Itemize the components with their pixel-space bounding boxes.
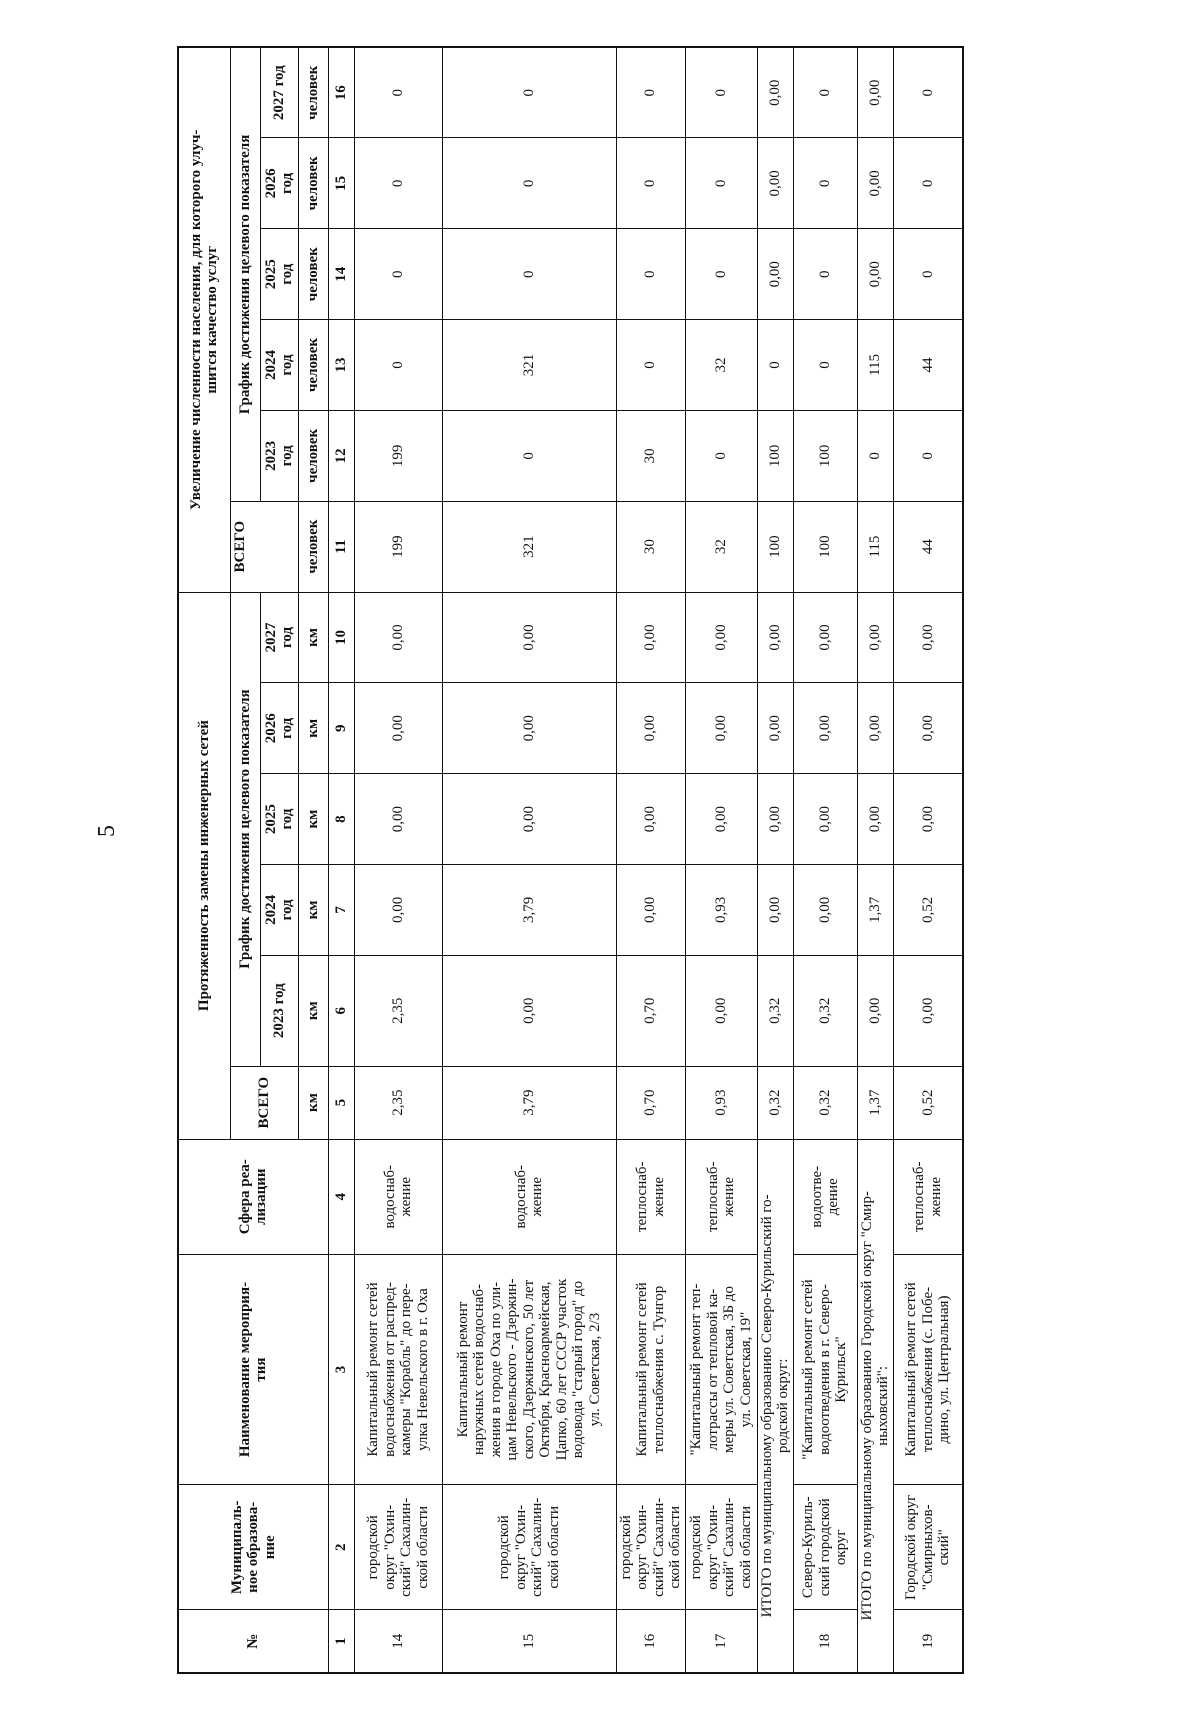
- subtotal-label: ИТОГО по муниципальному образованию Городской округ "Смир- ныховский":: [857, 1139, 893, 1673]
- population-cell: 115: [857, 320, 893, 411]
- population-cell: 30: [616, 501, 685, 592]
- header-length-year: 2027 год: [260, 592, 298, 683]
- header-municipality: Муниципаль- ное образова- ние: [178, 1485, 328, 1610]
- length-km-cell: 0,00: [685, 955, 757, 1066]
- header-length-year: 2026 год: [260, 683, 298, 774]
- population-cell: 0: [616, 320, 685, 411]
- sphere-cell: теплоснаб- жение: [685, 1139, 757, 1254]
- population-cell: 0: [354, 138, 442, 229]
- length-km-cell: 0,00: [685, 683, 757, 774]
- unit-people: человек: [298, 47, 328, 138]
- column-number-cell: 7: [328, 865, 354, 956]
- unit-km: км: [298, 865, 328, 956]
- column-number-cell: 4: [328, 1139, 354, 1254]
- length-km-cell: 1,37: [857, 1066, 893, 1139]
- unit-km: км: [298, 592, 328, 683]
- population-cell: 0: [793, 229, 857, 320]
- population-cell: 0: [442, 47, 616, 138]
- column-number-cell: 1: [328, 1610, 354, 1673]
- column-number-cell: 5: [328, 1066, 354, 1139]
- population-cell: 0: [354, 229, 442, 320]
- sphere-cell: теплоснаб- жение: [616, 1139, 685, 1254]
- header-population-year: 2025 год: [260, 229, 298, 320]
- length-km-cell: 0,00: [442, 955, 616, 1066]
- population-cell: 321: [442, 320, 616, 411]
- header-population-year: 2023 год: [260, 410, 298, 501]
- population-cell: 0: [354, 47, 442, 138]
- length-km-cell: 0,00: [685, 592, 757, 683]
- header-population-schedule: График достижения целевого показателя: [230, 47, 260, 501]
- length-km-cell: 2,35: [354, 1066, 442, 1139]
- population-cell: 0,00: [857, 47, 893, 138]
- event-name-cell: "Капитальный ремонт сетей водоотведения в г. Северо- Курильск": [793, 1254, 857, 1484]
- population-cell: 0: [893, 138, 963, 229]
- unit-people: человек: [298, 501, 328, 592]
- header-sphere: Сфера реа- лизации: [178, 1139, 328, 1254]
- engineering-networks-table: [177, 46, 964, 1674]
- column-number-cell: 10: [328, 592, 354, 683]
- header-event-name: Наименование мероприя- тия: [178, 1254, 328, 1484]
- population-cell: 0: [685, 138, 757, 229]
- length-km-cell: 0,00: [354, 592, 442, 683]
- column-number-cell: 13: [328, 320, 354, 411]
- length-km-cell: 0,00: [354, 774, 442, 865]
- length-km-cell: 0,00: [616, 774, 685, 865]
- length-km-cell: 0,70: [616, 1066, 685, 1139]
- population-cell: 32: [685, 320, 757, 411]
- municipality-cell: Северо-Куриль- ский городской округ: [793, 1485, 857, 1610]
- header-population-total: ВСЕГО: [230, 501, 298, 592]
- unit-people: человек: [298, 138, 328, 229]
- table-row: [893, 47, 963, 1673]
- sphere-cell: водоснаб- жение: [354, 1139, 442, 1254]
- length-km-cell: 0,00: [442, 592, 616, 683]
- header-length-total: ВСЕГО: [230, 1066, 298, 1139]
- length-km-cell: 0,00: [757, 683, 793, 774]
- sphere-cell: теплоснаб- жение: [893, 1139, 963, 1254]
- event-name-cell: "Капитальный ремонт теп- лотрассы от тепловой ка- меры ул. Советская, 3Б до ул. Советская, 19": [685, 1254, 757, 1484]
- column-number-cell: 6: [328, 955, 354, 1066]
- population-cell: 0,00: [857, 138, 893, 229]
- subtotal-row: [857, 47, 893, 1673]
- length-km-cell: 0,00: [793, 865, 857, 956]
- population-cell: 0: [685, 410, 757, 501]
- population-cell: 0: [757, 320, 793, 411]
- population-cell: 0: [685, 47, 757, 138]
- population-cell: 100: [793, 410, 857, 501]
- municipality-cell: городской округ "Охин- ский" Сахалин- ской области: [442, 1485, 616, 1610]
- header-length-group: Протяженность замены инженерных сетей: [178, 592, 230, 1139]
- unit-people: человек: [298, 410, 328, 501]
- length-km-cell: 3,79: [442, 865, 616, 956]
- population-cell: 0: [616, 229, 685, 320]
- length-km-cell: 0,00: [857, 592, 893, 683]
- length-km-cell: 0,00: [893, 592, 963, 683]
- event-name-cell: Капитальный ремонт сетей теплоснабжения с. Тунгор: [616, 1254, 685, 1484]
- subtotal-row: [757, 47, 793, 1673]
- unit-km: км: [298, 683, 328, 774]
- population-cell: 0: [893, 410, 963, 501]
- column-number-cell: 9: [328, 683, 354, 774]
- municipality-cell: городской округ "Охин- ский" Сахалин- ской области: [354, 1485, 442, 1610]
- population-cell: 0,00: [757, 47, 793, 138]
- row-number-cell: 18: [793, 1610, 857, 1673]
- table-row: [354, 47, 442, 1673]
- length-km-cell: 0,00: [616, 865, 685, 956]
- population-cell: 32: [685, 501, 757, 592]
- length-km-cell: 0,00: [793, 683, 857, 774]
- header-no: №: [178, 1610, 328, 1673]
- municipality-cell: городской округ "Охин- ский" Сахалин- ской области: [616, 1485, 685, 1610]
- population-cell: 199: [354, 410, 442, 501]
- length-km-cell: 0,93: [685, 865, 757, 956]
- header-population-year: 2024 год: [260, 320, 298, 411]
- length-km-cell: 0,00: [793, 774, 857, 865]
- row-number-cell: 16: [616, 1610, 685, 1673]
- length-km-cell: 0,00: [354, 683, 442, 774]
- event-name-cell: Капитальный ремонт наружных сетей водоснаб- жения в городе Оха по ули- цам Невельского - Дзержин- ского, Дзержинского, 50 лет Октября, Красноармейская, Цапко, 60 лет СССР участок водовода "старый город" до ул. Советская, 2/3: [442, 1254, 616, 1484]
- length-km-cell: 0,32: [757, 955, 793, 1066]
- length-km-cell: 0,00: [893, 683, 963, 774]
- population-cell: 44: [893, 501, 963, 592]
- unit-km: км: [298, 1066, 328, 1139]
- row-number-cell: 15: [442, 1610, 616, 1673]
- length-km-cell: 0,00: [442, 683, 616, 774]
- length-km-cell: 0,00: [857, 683, 893, 774]
- header-population-year: 2027 год: [260, 47, 298, 138]
- column-number-row: [328, 47, 354, 1673]
- length-km-cell: 0,00: [857, 955, 893, 1066]
- length-km-cell: 0,00: [442, 774, 616, 865]
- population-cell: 0: [893, 229, 963, 320]
- page-number: 5: [94, 825, 120, 837]
- length-km-cell: 0,00: [893, 774, 963, 865]
- population-cell: 0,00: [757, 229, 793, 320]
- population-cell: 0: [793, 47, 857, 138]
- population-cell: 100: [757, 501, 793, 592]
- subtotal-label: ИТОГО по муниципальному образованию Северо-Курильский го- родской округ:: [757, 1139, 793, 1673]
- table-row: [685, 47, 757, 1673]
- population-cell: 100: [757, 410, 793, 501]
- population-cell: 0,00: [857, 229, 893, 320]
- length-km-cell: 3,79: [442, 1066, 616, 1139]
- header-population-group: Увеличение численности населения, для которого улуч- шится качество услуг: [178, 47, 230, 592]
- column-number-cell: 15: [328, 138, 354, 229]
- length-km-cell: 0,00: [354, 865, 442, 956]
- population-cell: 0,00: [757, 138, 793, 229]
- header-length-schedule: График достижения целевого показателя: [230, 592, 260, 1066]
- population-cell: 321: [442, 501, 616, 592]
- population-cell: 30: [616, 410, 685, 501]
- header-length-year: 2024 год: [260, 865, 298, 956]
- column-number-cell: 11: [328, 501, 354, 592]
- sphere-cell: водоснаб- жение: [442, 1139, 616, 1254]
- population-cell: 0: [442, 138, 616, 229]
- population-cell: 115: [857, 501, 893, 592]
- length-km-cell: 0,32: [793, 955, 857, 1066]
- population-cell: 0: [354, 320, 442, 411]
- length-km-cell: 0,00: [893, 955, 963, 1066]
- population-cell: 0: [685, 229, 757, 320]
- length-km-cell: 0,00: [757, 865, 793, 956]
- column-number-cell: 12: [328, 410, 354, 501]
- length-km-cell: 0,00: [793, 592, 857, 683]
- population-cell: 0: [442, 410, 616, 501]
- length-km-cell: 1,37: [857, 865, 893, 956]
- population-cell: 0: [616, 138, 685, 229]
- population-cell: 0: [616, 47, 685, 138]
- event-name-cell: Капитальный ремонт сетей теплоснабжения (с. Побе- дино, ул. Центральная): [893, 1254, 963, 1484]
- unit-people: человек: [298, 320, 328, 411]
- length-km-cell: 0,00: [757, 592, 793, 683]
- length-km-cell: 0,00: [616, 592, 685, 683]
- length-km-cell: 0,93: [685, 1066, 757, 1139]
- population-cell: 0: [793, 320, 857, 411]
- length-km-cell: 0,32: [793, 1066, 857, 1139]
- row-number-cell: 19: [893, 1610, 963, 1673]
- event-name-cell: Капитальный ремонт сетей водоснабжения от распред- камеры "Корабль" до пере- улка Невельского в г. Оха: [354, 1254, 442, 1484]
- table-row: [793, 47, 857, 1673]
- unit-km: км: [298, 774, 328, 865]
- population-cell: 0: [893, 47, 963, 138]
- sphere-cell: водоотве- дение: [793, 1139, 857, 1254]
- header-length-year: 2023 год: [260, 955, 298, 1066]
- column-number-cell: 2: [328, 1485, 354, 1610]
- population-cell: 100: [793, 501, 857, 592]
- header-population-year: 2026 год: [260, 138, 298, 229]
- population-cell: 199: [354, 501, 442, 592]
- column-number-cell: 3: [328, 1254, 354, 1484]
- length-km-cell: 0,00: [757, 774, 793, 865]
- table-body: [354, 47, 963, 1673]
- length-km-cell: 2,35: [354, 955, 442, 1066]
- unit-people: человек: [298, 229, 328, 320]
- column-number-cell: 14: [328, 229, 354, 320]
- table-row: [616, 47, 685, 1673]
- length-km-cell: 0,32: [757, 1066, 793, 1139]
- length-km-cell: 0,52: [893, 865, 963, 956]
- length-km-cell: 0,00: [685, 774, 757, 865]
- municipality-cell: Городской округ "Смирныхов- ский": [893, 1485, 963, 1610]
- column-number-cell: 16: [328, 47, 354, 138]
- population-cell: 0: [442, 229, 616, 320]
- unit-km: км: [298, 955, 328, 1066]
- length-km-cell: 0,00: [857, 774, 893, 865]
- length-km-cell: 0,70: [616, 955, 685, 1066]
- population-cell: 0: [857, 410, 893, 501]
- row-number-cell: 14: [354, 1610, 442, 1673]
- length-km-cell: 0,00: [616, 683, 685, 774]
- column-number-cell: 8: [328, 774, 354, 865]
- table-row: [442, 47, 616, 1673]
- municipality-cell: городской округ "Охин- ский" Сахалин- ской области: [685, 1485, 757, 1610]
- header-length-year: 2025 год: [260, 774, 298, 865]
- row-number-cell: 17: [685, 1610, 757, 1673]
- length-km-cell: 0,52: [893, 1066, 963, 1139]
- population-cell: 44: [893, 320, 963, 411]
- population-cell: 0: [793, 138, 857, 229]
